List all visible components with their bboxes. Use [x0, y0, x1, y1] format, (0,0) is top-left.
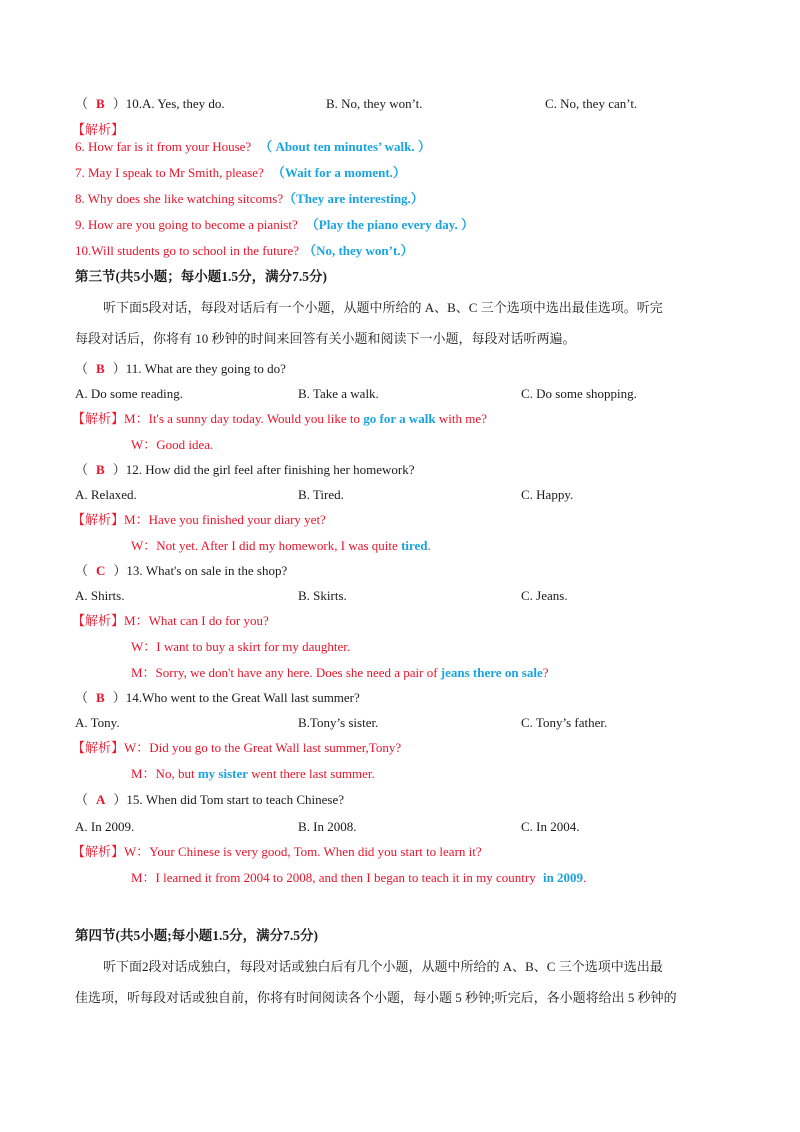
q11-option-a: A. Do some reading.: [75, 386, 183, 401]
section-3-title: 第三节(共5小题；每小题1.5分，满分7.5分): [75, 269, 327, 284]
option-c: C. No, they can’t.: [545, 96, 638, 111]
question-15: （ A ）15. When did Tom start to teach Chinese?: [75, 792, 345, 807]
explanation-line-9: 9. How are you going to become a pianist? （Play the piano every day. ）: [75, 217, 475, 232]
q13-dialogue-3: M：Sorry, we don't have any here. Does she need a pair of jeans there on sale?: [131, 665, 549, 680]
q13-dialogue-2: W：I want to buy a skirt for my daughter.: [131, 639, 351, 654]
q14-dialogue-1: 【解析】W：Did you go to the Great Wall last summer,Tony?: [72, 740, 402, 755]
option-b: B. No, they won’t.: [326, 96, 423, 111]
q14-option-a: A. Tony.: [75, 715, 120, 730]
q12-option-c: C. Happy.: [521, 487, 574, 502]
q14-option-b: B.Tony’s sister.: [298, 715, 379, 730]
section-4-instructions-1: 听下面2段对话成独白，每段对话或独白后有几个小题，从题中所给的 A、B、C 三个选项中选出最: [103, 959, 663, 974]
q12-option-b: B. Tired.: [298, 487, 344, 502]
q13-option-b: B. Skirts.: [298, 588, 347, 603]
question-10: [75, 95, 225, 113]
q15-option-b: B. In 2008.: [298, 819, 357, 834]
q13-dialogue-1: 【解析】M：What can I do for you?: [72, 613, 269, 628]
q13-option-c: C. Jeans.: [521, 588, 568, 603]
q11-option-b: B. Take a walk.: [298, 386, 379, 401]
q13-option-a: A. Shirts.: [75, 588, 125, 603]
q11-dialogue-2: W：Good idea.: [131, 437, 214, 452]
question-14: （ B ）14.Who went to the Great Wall last summer?: [75, 690, 360, 705]
section-3-instructions-1: 听下面5段对话，每段对话后有一个小题，从题中所给的 A、B、C 三个选项中选出最佳选项。听完: [103, 300, 663, 315]
q12-option-a: A. Relaxed.: [75, 487, 137, 502]
section-3-instructions-2: 每段对话后，你将有 10 秒钟的时间来回答有关小题和阅读下一小题，每段对话听两遍。: [75, 331, 576, 346]
question-stem: ）10.A. Yes, they do.: [112, 96, 225, 111]
q15-dialogue-1: 【解析】W：Your Chinese is very good, Tom. When did you start to learn it?: [72, 844, 482, 859]
q15-option-c: C. In 2004.: [521, 819, 580, 834]
q12-dialogue-2: W：Not yet. After I did my homework, I was quite tired.: [131, 538, 431, 553]
q11-option-c: C. Do some shopping.: [521, 386, 637, 401]
explanation-line-7: 7. May I speak to Mr Smith, please? （Wait for a moment.）: [75, 165, 406, 180]
q14-option-c: C. Tony’s father.: [521, 715, 608, 730]
question-13: （ C ）13. What's on sale in the shop?: [75, 563, 288, 578]
q15-dialogue-2: M：I learned it from 2004 to 2008, and then I began to teach it in my country in 2009.: [131, 870, 587, 885]
explanation-line-8: 8. Why does she like watching sitcoms?（They are interesting.）: [75, 191, 424, 206]
explanation-line-6: 6. How far is it from your House? （ About ten minutes’ walk. ）: [75, 139, 431, 154]
question-12: （ B ）12. How did the girl feel after finishing her homework?: [75, 462, 415, 477]
section-4-title: 第四节(共5小题;每小题1.5分，满分7.5分): [75, 928, 318, 943]
explanation-line-10: 10.Will students go to school in the future? （No, they won’t.）: [75, 243, 414, 258]
paren-open: （: [75, 96, 89, 111]
question-11: （ B ）11. What are they going to do?: [75, 361, 286, 376]
analysis-label: 【解析】: [72, 122, 125, 137]
q14-dialogue-2: M：No, but my sister went there last summer.: [131, 766, 375, 781]
q15-option-a: A. In 2009.: [75, 819, 135, 834]
section-4-instructions-2: 佳选项，听每段对话或独自前，你将有时间阅读各个小题，每小题 5 秒钟;听完后，各小题将给出 5 秒钟的: [75, 990, 677, 1005]
q12-dialogue-1: 【解析】M：Have you finished your diary yet?: [72, 512, 326, 527]
q11-dialogue-1: 【解析】M：It's a sunny day today. Would you like to go for a walk with me?: [72, 411, 487, 426]
answer-mark: B: [96, 96, 105, 111]
